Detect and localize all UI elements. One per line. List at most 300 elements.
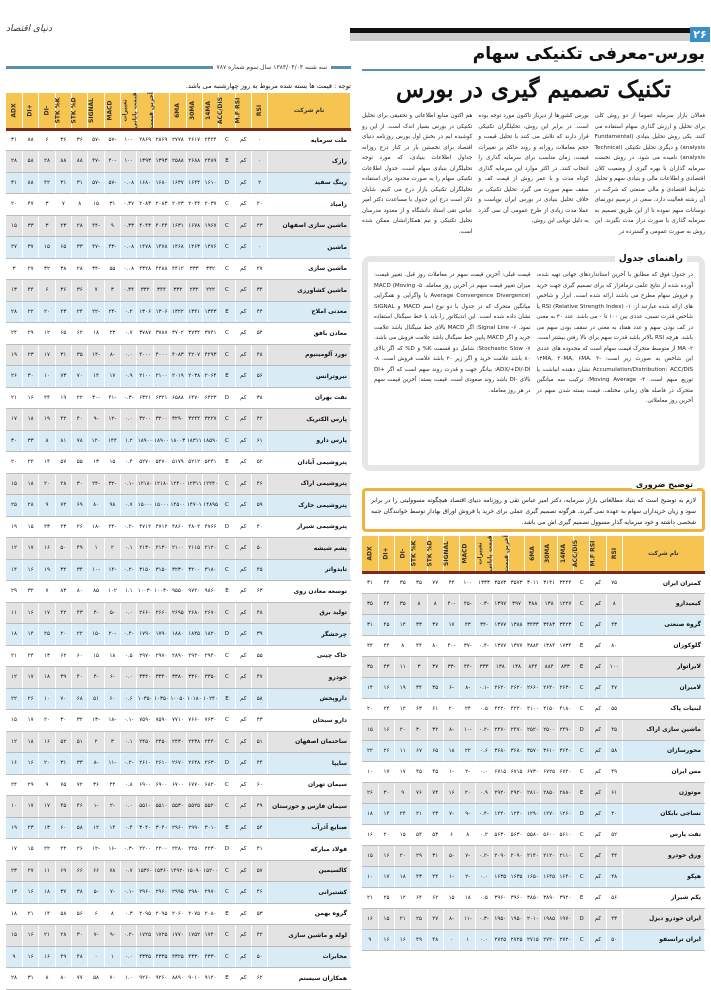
cell-value: E — [574, 782, 590, 803]
cell-value: ۹ — [395, 782, 411, 803]
cell-value: ۱۶۳۵ — [492, 866, 508, 887]
cell-value: ۲۸ — [6, 151, 22, 173]
cell-value: ۰.۰ — [121, 409, 137, 431]
cell-value: ۲۱۳۰ — [137, 538, 153, 560]
cell-value: ۰.۰ — [121, 602, 137, 624]
cell-value: ۴۷۱۲ — [137, 516, 153, 538]
cell-value: ۱۲۲۷ — [557, 593, 573, 614]
cell-value: ۱۷ — [22, 796, 38, 818]
cell-value: ۶۷ — [411, 740, 427, 761]
company-name: یکم شیراز — [622, 887, 704, 908]
cell-value: ۳۴۴۴ — [557, 572, 573, 593]
cell-value: ۰.۰۸ — [121, 237, 137, 259]
cell-value: ۹۰۱۰ — [186, 968, 202, 990]
cell-value: -۸ — [104, 344, 120, 366]
company-name: ماشین سازی اصفهان — [268, 215, 351, 237]
cell-value: ۲۶۴۰ — [541, 677, 557, 698]
cell-value: ۲۴۲۴ — [202, 129, 218, 151]
cell-value: کم — [235, 280, 251, 302]
cell-value: کم — [235, 753, 251, 775]
cell-value: ۳ — [104, 280, 120, 302]
cell-value: ۲ — [88, 731, 104, 753]
cell-value: ۱۳۷۷ — [492, 614, 508, 635]
cell-value: ۴۴ — [443, 572, 459, 593]
cell-value: -۱ — [443, 866, 459, 887]
company-name: ماشین سازی — [268, 258, 351, 280]
cell-value: ۶۱ — [606, 782, 622, 803]
cell-value: ۰.۵ — [476, 698, 492, 719]
cell-value: ۶۷۲۵ — [541, 761, 557, 782]
cell-value: ۱۳۴۳ — [202, 301, 218, 323]
cell-value: ۱۳۷۷ — [492, 635, 508, 656]
cell-value: ۲۴ — [39, 387, 55, 409]
cell-value: کم — [235, 860, 251, 882]
cell-value: ۰.۷ — [121, 495, 137, 517]
cell-value: ۶۶ — [72, 860, 88, 882]
cell-value: -۰.۱ — [121, 882, 137, 904]
cell-value: C — [219, 538, 235, 560]
cell-value: کم — [590, 761, 606, 782]
cell-value: ۴۰۸۳ — [170, 344, 186, 366]
column-header — [170, 93, 186, 129]
cell-value: ۱۹۷۰ — [557, 908, 573, 929]
cell-value: ۲۶۴۸ — [186, 753, 202, 775]
cell-value: ۳۶ — [55, 280, 71, 302]
cell-value: ۱۵ — [39, 237, 55, 259]
cell-value: ۲ — [104, 538, 120, 560]
company-name: چرخشگر — [268, 624, 351, 646]
cell-value: ۱۸ — [443, 740, 459, 761]
company-name: کیمیدارو — [622, 593, 704, 614]
table-row — [6, 860, 351, 882]
company-name: خودرو — [268, 667, 351, 689]
cell-value: ۵۶۱۰ — [557, 824, 573, 845]
cell-value: ۷۰ — [72, 366, 88, 388]
cell-value: کم — [590, 866, 606, 887]
company-name: معادن بافق — [268, 323, 351, 345]
company-name: مس ایران — [622, 761, 704, 782]
cell-value: ۳۴ — [72, 559, 88, 581]
cell-value: ۳۹۶۰ — [508, 887, 524, 908]
cell-value: ۹۵۵۰ — [170, 581, 186, 603]
cell-value: ۲۰ — [395, 845, 411, 866]
cell-value: ۷۸ — [72, 430, 88, 452]
cell-value: ۱۲۷۰ — [541, 803, 557, 824]
cell-value: ۱۶ — [22, 925, 38, 947]
cell-value: ۸ — [72, 194, 88, 216]
cell-value: ۰.۶ — [476, 740, 492, 761]
technical-table-right — [362, 536, 705, 951]
cell-value: ۲۷ — [22, 258, 38, 280]
cell-value: ۱.۲ — [121, 430, 137, 452]
cell-value: کم — [235, 344, 251, 366]
cell-value: ۲۶۸۸ — [186, 151, 202, 173]
cell-value: ۲۴ — [6, 774, 22, 796]
cell-value: ۳۳ — [22, 215, 38, 237]
cell-value: C — [574, 824, 590, 845]
cell-value: E — [219, 452, 235, 474]
cell-value: -۰.۳ — [121, 839, 137, 861]
table-row — [6, 516, 351, 538]
cell-value: ۳۸ — [72, 882, 88, 904]
cell-value: ۴۳۳۰ — [186, 946, 202, 968]
cell-value: ۸۰ — [72, 581, 88, 603]
cell-value: ۹۲۶۰ — [137, 968, 153, 990]
cell-value: ۳۳۸۰ — [170, 667, 186, 689]
cell-value: ۲۶ — [6, 366, 22, 388]
cell-value: ۱۶۴۵ — [541, 866, 557, 887]
cell-value: -۰.۴ — [476, 803, 492, 824]
cell-value: کم — [590, 929, 606, 950]
cell-value: ۳۲۴۴ — [186, 409, 202, 431]
cell-value: ۱۲ — [6, 667, 22, 689]
cell-value: ۴۸ — [251, 344, 267, 366]
cell-value: ۲۸ — [72, 215, 88, 237]
cell-value: C — [219, 344, 235, 366]
cell-value: ۵۰ — [251, 946, 267, 968]
cell-value: ۲۲۰۰ — [153, 839, 169, 861]
cell-value: ۰.۰۸ — [121, 172, 137, 194]
cell-value: ۲۷۲۰ — [541, 929, 557, 950]
table-row — [6, 559, 351, 581]
cell-value: ۴۳ — [411, 866, 427, 887]
cell-value: ۱۴۷۰۱ — [186, 495, 202, 517]
cell-value: ۱۵ — [6, 710, 22, 732]
table-row — [6, 581, 351, 603]
cell-value: ۱۲ — [395, 698, 411, 719]
cell-value: ۱۳۸۴ — [541, 635, 557, 656]
cell-value: ۱۶ — [39, 946, 55, 968]
cell-value: ۳۱ — [362, 614, 378, 635]
cell-value: -۲۲ — [88, 301, 104, 323]
cell-value: ۱۲۲۴۰ — [202, 473, 218, 495]
cell-value: ۰.۰ — [121, 667, 137, 689]
cell-value: ۴۴ — [378, 593, 394, 614]
cell-value: ۶۰ — [104, 688, 120, 710]
cell-value: ۰.۶ — [121, 688, 137, 710]
cell-value: ۳۲ — [72, 710, 88, 732]
cell-value: ۲۳ — [55, 301, 71, 323]
cell-value: ۱۸ — [22, 473, 38, 495]
cell-value: ۱۴۶۳ — [186, 237, 202, 259]
table-row — [6, 774, 351, 796]
cell-value: ۳۰ — [55, 710, 71, 732]
cell-value: ۲۶۷۰ — [170, 753, 186, 775]
cell-value: ۰.۰ — [121, 344, 137, 366]
company-name: معدنی املاح — [268, 301, 351, 323]
cell-value: ۸۳۳ — [557, 656, 573, 677]
cell-value: کم — [235, 839, 251, 861]
cell-value: ۲۰۲۳ — [170, 194, 186, 216]
cell-value: ۱۸۰۰۳ — [170, 430, 186, 452]
cell-value: ۶۷۳۰ — [525, 761, 541, 782]
cell-value: ۲۰۶۴ — [202, 366, 218, 388]
cell-value: ۱۸۸۰ — [170, 624, 186, 646]
cell-value: ۱۶ — [22, 602, 38, 624]
cell-value: C — [219, 430, 235, 452]
cell-value: ۲۰ — [362, 698, 378, 719]
cell-value: ۳۴۴ — [153, 280, 169, 302]
cell-value: ۴۵ — [411, 761, 427, 782]
cell-value: ۲۷ — [22, 860, 38, 882]
cell-value: -۶ — [104, 667, 120, 689]
cell-value: ۲۰ — [6, 194, 22, 216]
column-header — [525, 536, 541, 572]
column-header-label: تغییرات — [477, 542, 485, 565]
cell-value: ۲۶۶۰ — [137, 602, 153, 624]
cell-value: ۲۹۲۰ — [186, 645, 202, 667]
cell-value: ۲۲ — [362, 740, 378, 761]
cell-value: ۳۵ — [395, 572, 411, 593]
cell-value: ۳۲۰۰ — [137, 409, 153, 431]
cell-value: ۲۶۳۰ — [557, 677, 573, 698]
cell-value: ۲۳ — [104, 323, 120, 345]
cell-value: ۲۳ — [6, 860, 22, 882]
column-header-label: آخرین قیمت — [502, 534, 510, 572]
cell-value: ۱ — [88, 538, 104, 560]
cell-value: ۱۵ — [6, 473, 22, 495]
cell-value: ۴۲۰۷ — [186, 344, 202, 366]
cell-value: ۶۳۲۱ — [137, 387, 153, 409]
cell-value: ۵۴ — [251, 323, 267, 345]
cell-value: ۷۷ — [72, 968, 88, 990]
cell-value: ۱۰۲ — [104, 581, 120, 603]
cell-value: ۱۷ — [6, 839, 22, 861]
cell-value: ۳۳۳ — [186, 258, 202, 280]
cell-value: ۲۶ — [362, 782, 378, 803]
cell-value: ۴۳۳۵ — [137, 946, 153, 968]
company-name: پتروشیمی شیراز — [268, 516, 351, 538]
cell-value: ۵۸ — [251, 688, 267, 710]
cell-value: کم — [590, 572, 606, 593]
cell-value: ۱۸۹۰۰ — [137, 430, 153, 452]
cell-value: ۳۷۴۱ — [202, 323, 218, 345]
cell-value: ۷۳ — [55, 366, 71, 388]
cell-value: کم — [235, 430, 251, 452]
cell-value: کم — [235, 215, 251, 237]
cell-value: ۴۳۳۰ — [202, 946, 218, 968]
cell-value: ۲۴۴۰ — [202, 731, 218, 753]
cell-value: ۱۵ — [443, 887, 459, 908]
cell-value: ۴۴۱۲ — [170, 258, 186, 280]
cell-value: ۱۱ — [395, 656, 411, 677]
cell-value: ۲۸ — [6, 968, 22, 990]
cell-value: -۰.۲ — [476, 845, 492, 866]
cell-value: ۵۲ — [251, 452, 267, 474]
cell-value: ۱۲۳۱۱ — [186, 473, 202, 495]
cell-value: ۰.۴ — [121, 452, 137, 474]
cell-value: D — [219, 516, 235, 538]
column-header-label: +DI — [27, 104, 35, 117]
cell-value: -۸ — [443, 908, 459, 929]
cell-value: ۲۱ — [39, 925, 55, 947]
cell-value: ۱۴ — [6, 559, 22, 581]
table-row — [6, 731, 351, 753]
cell-value: ۲۰۸۳ — [137, 194, 153, 216]
cell-value: ۲۸ — [55, 473, 71, 495]
cell-value: ۸۰ — [55, 968, 71, 990]
cell-value: ۱۰ — [362, 761, 378, 782]
cell-value: ۲۹۶۰ — [153, 882, 169, 904]
cell-value: ۱۶۳۵ — [508, 866, 524, 887]
cell-value: ۱۶ — [22, 946, 38, 968]
table-row — [6, 817, 351, 839]
cell-value: ۱۲۱۸۰ — [153, 473, 169, 495]
company-name: گروه بهمن — [268, 903, 351, 925]
cell-value: ۰ — [88, 946, 104, 968]
cell-value: ۳۵۷۳ — [508, 572, 524, 593]
cell-value: ۷۶۶۰ — [186, 710, 202, 732]
cell-value: ۲۸ — [22, 495, 38, 517]
cell-value: ۲۶۹۵ — [170, 602, 186, 624]
column-header-label: MACD — [461, 543, 469, 564]
cell-value: ۱۵۰۰۰ — [153, 495, 169, 517]
cell-value: D — [219, 624, 235, 646]
cell-value: ۱۶۸۰ — [137, 172, 153, 194]
cell-value: ۵۳ — [427, 824, 443, 845]
cell-value: کم — [235, 194, 251, 216]
cell-value: ۰ — [251, 237, 267, 259]
cell-value: ۶۳ — [411, 698, 427, 719]
cell-value: ۲۶۶۰ — [153, 602, 169, 624]
column-header-label: STK %K — [54, 97, 62, 124]
column-header-label: -DI — [399, 548, 407, 559]
company-name: فولاد مبارکه — [268, 839, 351, 861]
cell-value: ۲۱ — [411, 803, 427, 824]
cell-value: -۱۴ — [88, 344, 104, 366]
cell-value: -۰.۱ — [121, 473, 137, 495]
cell-value: ۵۲ — [606, 824, 622, 845]
table-row — [6, 796, 351, 818]
company-name: هپکو — [622, 866, 704, 887]
cell-value: ۲۹۹۰ — [186, 817, 202, 839]
cell-value: ۱۶۳۱ — [170, 215, 186, 237]
cell-value: ۳۶ — [72, 280, 88, 302]
cell-value: ۳۹۷ — [508, 593, 524, 614]
cell-value: ۴۵ — [378, 614, 394, 635]
cell-value: کم — [235, 645, 251, 667]
cell-value: ۰.۸ — [121, 774, 137, 796]
cell-value: ۰.۷ — [121, 323, 137, 345]
cell-value: E — [219, 366, 235, 388]
column-header — [235, 93, 251, 129]
cell-value: ۵۵۱۰ — [137, 796, 153, 818]
cell-value: ۲۳ — [39, 516, 55, 538]
cell-value: ۳۱ — [427, 845, 443, 866]
cell-value: ۱۳ — [6, 280, 22, 302]
cell-value: ۳۱۸۰ — [202, 559, 218, 581]
cell-value: ۳۳۴۰ — [153, 667, 169, 689]
cell-value: ۳۱ — [362, 572, 378, 593]
company-name: نیروترانس — [268, 366, 351, 388]
cell-value: ۲۸ — [39, 151, 55, 173]
cell-value: ۴۲ — [55, 602, 71, 624]
cell-value: -۲ — [104, 796, 120, 818]
section-title: بورس-معرفی تکنیکی سهام — [472, 44, 705, 64]
cell-value: ۵۵ — [104, 258, 120, 280]
cell-value: ۱۴۷۸ — [137, 237, 153, 259]
cell-value: ۰.۳۴ — [121, 280, 137, 302]
company-name: تولید برق — [268, 602, 351, 624]
cell-value: ۱۹ — [39, 409, 55, 431]
cell-value: ۲۴ — [395, 803, 411, 824]
table-row — [6, 344, 351, 366]
cell-value: D — [574, 908, 590, 929]
cell-value: ۳۶ — [55, 129, 71, 151]
cell-value: ۳۰ — [22, 366, 38, 388]
cell-value: ۲۰ — [395, 719, 411, 740]
company-name: لبنیات پاک — [622, 698, 704, 719]
column-header-label: ADX — [10, 103, 18, 118]
cell-value: -۷ — [88, 925, 104, 947]
cell-value: کم — [235, 366, 251, 388]
cell-value: ۱۵۲۰۰ — [202, 860, 218, 882]
cell-value: ۲۲ — [22, 452, 38, 474]
cell-value: C — [219, 473, 235, 495]
cell-value: -۴۴ — [88, 215, 104, 237]
cell-value: -۲۰ — [104, 624, 120, 646]
cell-value: کم — [235, 624, 251, 646]
cell-value: ۱۹ — [6, 817, 22, 839]
cell-value: ۵۵۱۰ — [153, 796, 169, 818]
cell-value: ۶۰ — [55, 817, 71, 839]
cell-value: ۴۵ — [427, 761, 443, 782]
table-row — [6, 129, 351, 151]
cell-value: ۹ — [104, 215, 120, 237]
cell-value: ۷۰ — [104, 968, 120, 990]
company-name: خاک چینی — [268, 645, 351, 667]
cell-value: ۹ — [362, 929, 378, 950]
cell-value: ۲۱۰۰ — [153, 366, 169, 388]
cell-value: کم — [235, 882, 251, 904]
cell-value: ۱۷۷۰ — [170, 925, 186, 947]
cell-value: -۹ — [460, 803, 476, 824]
cell-value: ۱۶ — [362, 824, 378, 845]
cell-value: ۶۱ — [251, 430, 267, 452]
cell-value: ۱۹ — [395, 677, 411, 698]
cell-value: ۲۶۱۰ — [137, 753, 153, 775]
cell-value: ۱۳۰۶ — [137, 301, 153, 323]
column-header — [147, 91, 169, 129]
cell-value: ۲۹ — [411, 845, 427, 866]
cell-value: ۳۵ — [395, 593, 411, 614]
article-paragraph: فعالان بازار سرمایه عموما از دو روش کلی برای تحلیل و ارزش گذاری سهام استفاده می کنند. یکی روش تحلیل بنیادی (Fundamental analysis) و دیگری تحلیل تکنیکی (Technical analysis) نامیده می شود. در روش نخست سرمایه گذاران با بهره گیری از وضعیت کلان اقتصادی و اطلاعات مالی و بنیادی سهم و تحلیل شرایط اقتصادی و مالی صنعتی که شرکت در آن رشته فعالیت دارد، سعی در ترسیم دورنمای نوسانات سهم نموده تا از این طریق تصمیم به سرمایه گذاری با صورت دراز مدت بگیرند. این روش به صورت عمومی و گسترده در — [594, 113, 705, 235]
cell-value: کم — [235, 516, 251, 538]
cell-value: ۷۶۳۰ — [202, 710, 218, 732]
cell-value: -۱۰ — [88, 559, 104, 581]
cell-value: ۳۸ — [55, 258, 71, 280]
cell-value: ۴۲۹۳ — [202, 344, 218, 366]
cell-value: ۰.۵ — [121, 645, 137, 667]
cell-value: ۲۹۶۰ — [137, 882, 153, 904]
cell-value: ۲۹ — [6, 581, 22, 603]
cell-value: ۶۸۲۰ — [202, 774, 218, 796]
cell-value: ۴۱ — [251, 839, 267, 861]
cell-value: ۳۳ — [72, 753, 88, 775]
newspaper-name: دنیای اقتصاد — [6, 24, 52, 34]
cell-value: -۳۰ — [88, 387, 104, 409]
cell-value: ۲۱۰۰ — [170, 538, 186, 560]
cell-value: ۴۸ — [606, 866, 622, 887]
cell-value: ۵۲۷۰ — [153, 452, 169, 474]
table-row — [6, 215, 351, 237]
cell-value: ۲۷۲۵ — [508, 929, 524, 950]
cell-value: ۲۹ — [22, 323, 38, 345]
cell-value: ۱۲۴۰۰ — [170, 473, 186, 495]
cell-value: ۲۷۲۵ — [492, 929, 508, 950]
cell-value: ۰ — [251, 129, 267, 151]
cell-value: ۲۳ — [427, 803, 443, 824]
